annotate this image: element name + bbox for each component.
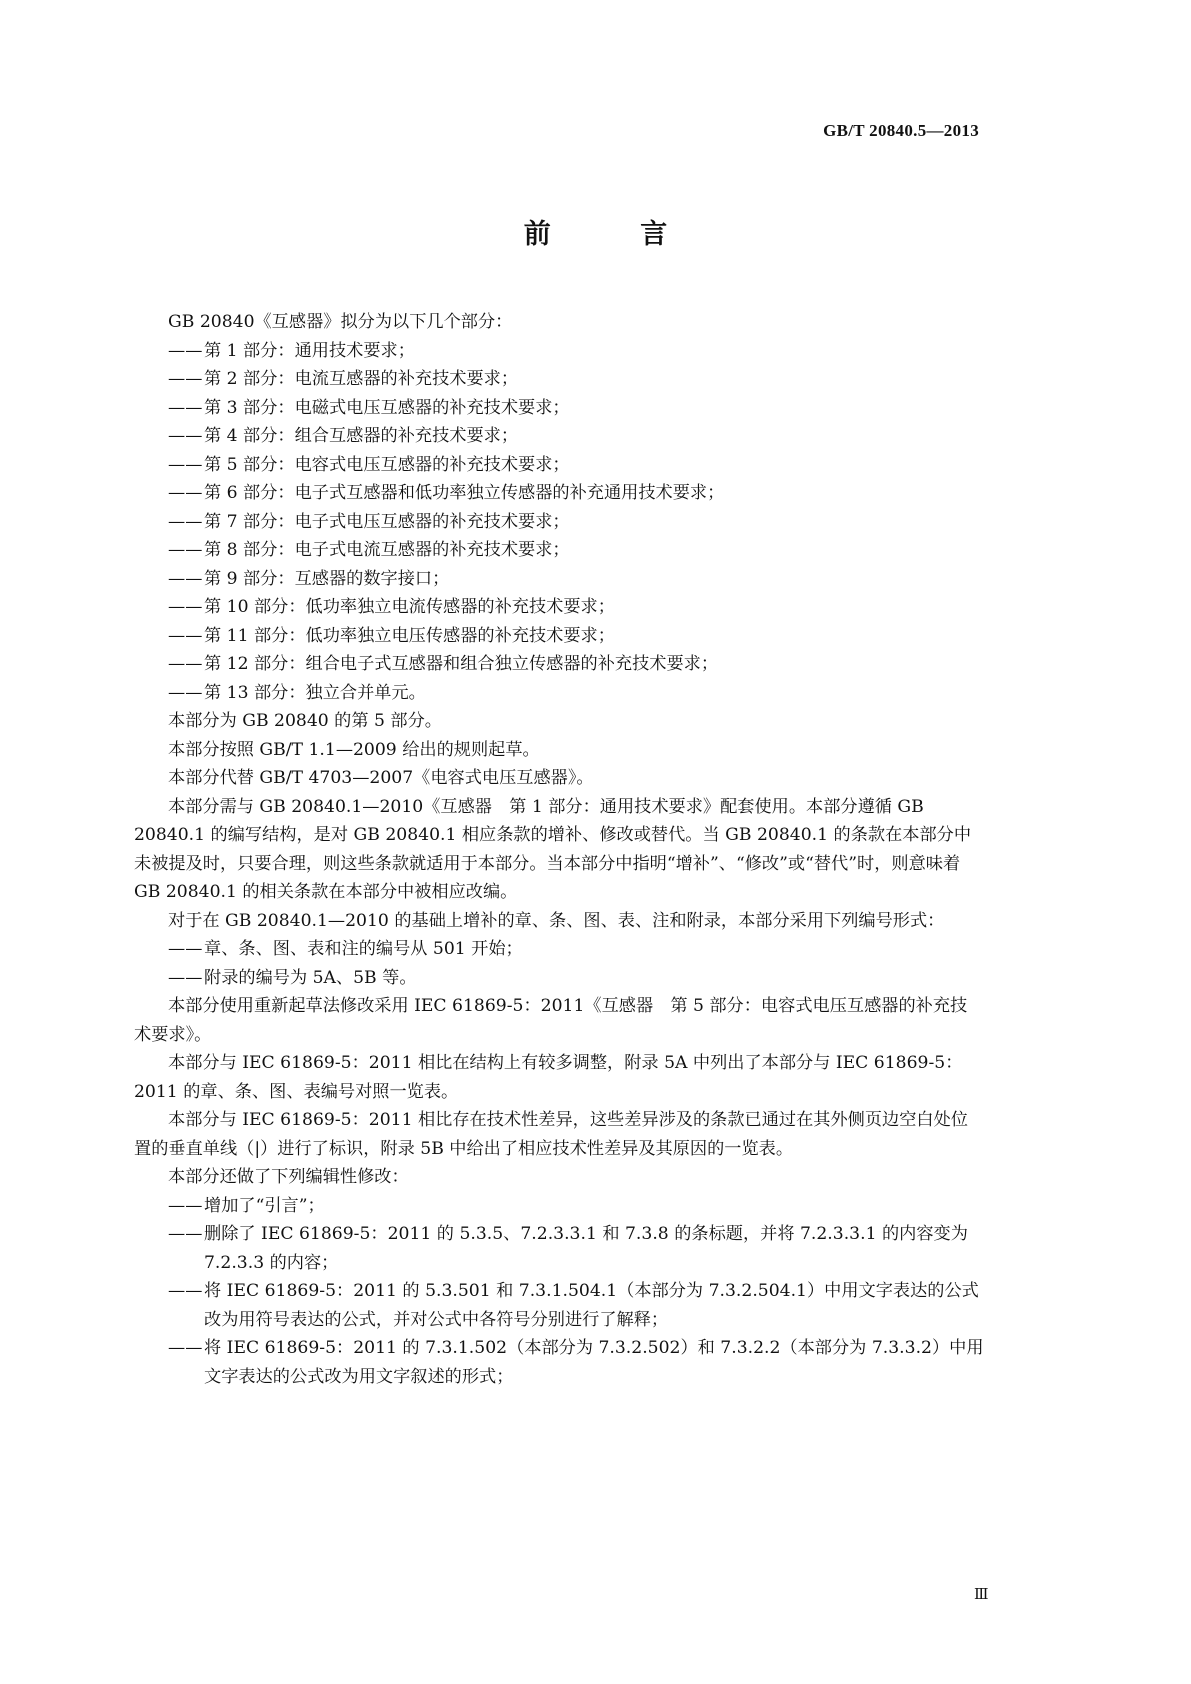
list-item: ——第 3 部分：电磁式电压互感器的补充技术要求； — [168, 397, 570, 418]
list-item: ——第 11 部分：低功率独立电压传感器的补充技术要求； — [168, 625, 615, 646]
list-item: ——第 6 部分：电子式互感器和低功率独立传感器的补充通用技术要求； — [168, 483, 725, 503]
intro-paragraph: GB 20840《互感器》拟分为以下几个部分： — [168, 312, 513, 332]
list-item: ——第 10 部分：低功率独立电流传感器的补充技术要求； — [168, 597, 615, 617]
list-item: ——将 IEC 61869-5：2011 的 5.3.501 和 7.3.1.504.1（本部分为 7.3.2.504.1）中用文字表达的公式改为用符号表达的公式，并对公式中各符号分别进行了解释； — [168, 1281, 979, 1330]
list-item: ——增加了“引言”； — [168, 1195, 325, 1216]
paragraph-drafting-rules: 本部分按照 GB/T 1.1—2009 给出的规则起草。 — [168, 739, 540, 760]
paragraph-part-number: 本部分为 GB 20840 的第 5 部分。 — [168, 711, 442, 731]
paragraph-usage: 本部分需与 GB 20840.1—2010《互感器 第 1 部分：通用技术要求》配套使用。本部分遵循 GB 20840.1 的编写结构，是对 GB 20840.1 相应条款的增补、修改或替代。当 GB 20840.1 的条款在本部分中未被提及时，只要合理，则这些条款就适用于本部分。当本部分中指明“增补”、“修改”或“替代”时，则意味着 GB 20840.1 的相关条款在本部分中被相应改编。 — [134, 796, 972, 902]
list-item: ——删除了 IEC 61869-5：2011 的 5.3.5、7.2.3.3.1 和 7.3.8 的条标题，并将 7.2.3.3.1 的内容变为 7.2.3.3 的内容； — [168, 1224, 968, 1273]
parts-list — [168, 337, 984, 708]
list-item: ——第 13 部分：独立合并单元。 — [168, 682, 426, 703]
paragraph-technical-differences: 本部分与 IEC 61869-5：2011 相比存在技术性差异，这些差异涉及的条款已通过在其外侧页边空白处位置的垂直单线（|）进行了标识，附录 5B 中给出了相应技术性差异及其原因的一览表。 — [134, 1110, 968, 1159]
document-body — [134, 308, 984, 1391]
list-item: ——第 9 部分：互感器的数字接口； — [168, 568, 450, 589]
standard-code: GB/T 20840.5—2013 — [823, 121, 979, 140]
list-item: ——第 7 部分：电子式电压互感器的补充技术要求； — [168, 511, 570, 532]
paragraph-adoption: 本部分使用重新起草法修改采用 IEC 61869-5：2011《互感器 第 5 部分：电容式电压互感器的补充技术要求》。 — [134, 996, 968, 1045]
paragraph-replaces: 本部分代替 GB/T 4703—2007《电容式电压互感器》。 — [168, 768, 594, 788]
paragraph-structure: 本部分与 IEC 61869-5：2011 相比在结构上有较多调整，附录 5A 中列出了本部分与 IEC 61869-5：2011 的章、条、图、表编号对照一览表。 — [134, 1053, 963, 1102]
list-item: ——第 4 部分：组合互感器的补充技术要求； — [168, 426, 519, 446]
page-number: Ⅲ — [974, 1587, 989, 1603]
list-item: ——第 12 部分：组合电子式互感器和组合独立传感器的补充技术要求； — [168, 654, 719, 674]
list-item: ——将 IEC 61869-5：2011 的 7.3.1.502（本部分为 7.3.2.502）和 7.3.2.2（本部分为 7.3.3.2）中用文字表达的公式改为用文字叙述的形式； — [168, 1338, 984, 1387]
list-item: ——第 8 部分：电子式电流互感器的补充技术要求； — [168, 540, 570, 560]
list-item: ——附录的编号为 5A、5B 等。 — [168, 967, 417, 988]
list-item: ——章、条、图、表和注的编号从 501 开始； — [168, 939, 523, 959]
list-item: ——第 5 部分：电容式电压互感器的补充技术要求； — [168, 454, 570, 475]
list-item: ——第 1 部分：通用技术要求； — [168, 340, 415, 361]
paragraph-editorial: 本部分还做了下列编辑性修改： — [168, 1167, 409, 1187]
paragraph-numbering: 对于在 GB 20840.1—2010 的基础上增补的章、条、图、表、注和附录，本部分采用下列编号形式： — [168, 910, 945, 931]
page-title: 前 言 — [523, 219, 708, 250]
editorial-list — [168, 1192, 984, 1392]
numbering-list — [168, 935, 984, 992]
list-item: ——第 2 部分：电流互感器的补充技术要求； — [168, 369, 519, 389]
